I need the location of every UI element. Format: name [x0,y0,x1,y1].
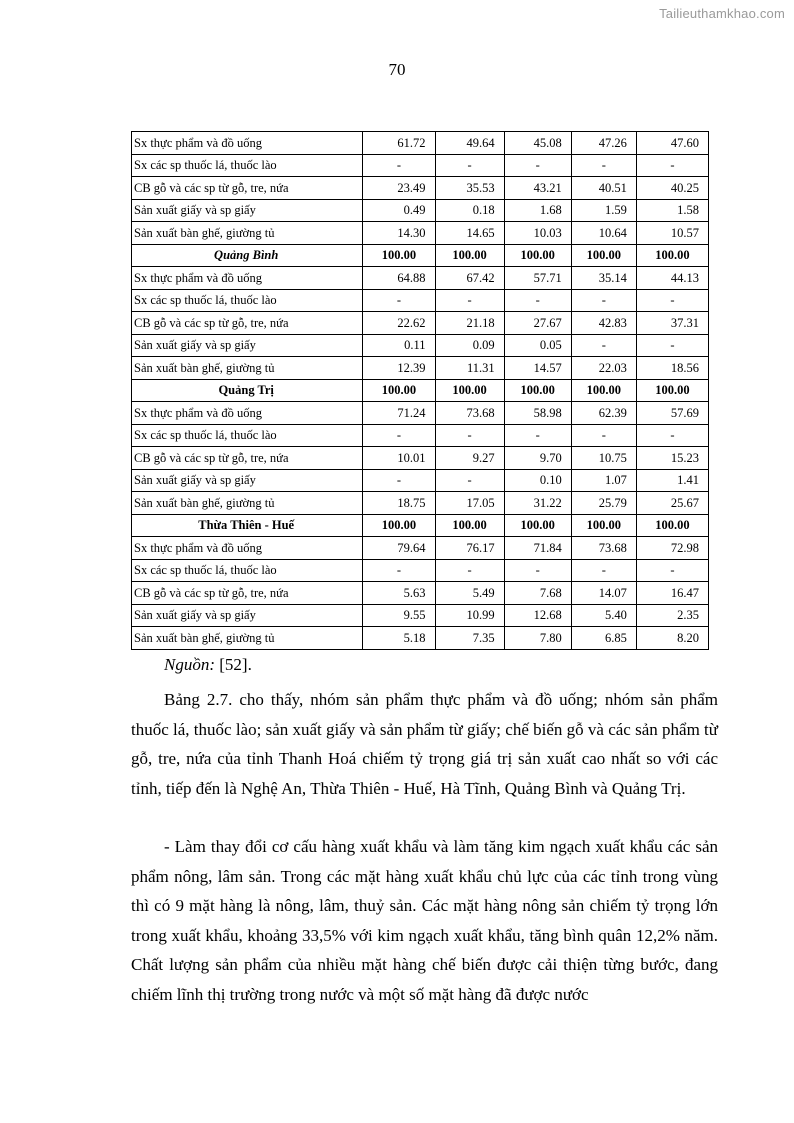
table-row [132,334,709,357]
value-cell: - [363,289,435,312]
value-cell: 61.72 [363,132,435,155]
value-cell: 57.69 [636,402,708,425]
value-cell: 100.00 [571,514,636,537]
category-cell: CB gỗ và các sp từ gỗ, tre, nứa [132,177,363,200]
table-group-row [132,514,709,537]
value-cell: 14.65 [435,222,504,245]
value-cell: - [504,154,571,177]
category-cell: CB gỗ và các sp từ gỗ, tre, nứa [132,582,363,605]
table-row [132,492,709,515]
value-cell: 10.75 [571,447,636,470]
table-group-row [132,379,709,402]
table-row [132,357,709,380]
value-cell: 0.11 [363,334,435,357]
value-cell: 10.64 [571,222,636,245]
value-cell: 100.00 [363,244,435,267]
value-cell: 2.35 [636,604,708,627]
value-cell: 23.49 [363,177,435,200]
category-cell: Sx các sp thuốc lá, thuốc lào [132,154,363,177]
value-cell: 49.64 [435,132,504,155]
value-cell: 16.47 [636,582,708,605]
value-cell: 35.14 [571,267,636,290]
value-cell: 71.24 [363,402,435,425]
value-cell: - [363,154,435,177]
value-cell: 25.79 [571,492,636,515]
value-cell: 62.39 [571,402,636,425]
value-cell: 10.01 [363,447,435,470]
value-cell: - [363,559,435,582]
table-row [132,627,709,650]
province-cell: Thừa Thiên - Huế [132,514,363,537]
value-cell: 11.31 [435,357,504,380]
value-cell: 9.70 [504,447,571,470]
table-row [132,222,709,245]
category-cell: Sx thực phẩm và đồ uống [132,537,363,560]
value-cell: 18.75 [363,492,435,515]
value-cell: - [571,559,636,582]
value-cell: 76.17 [435,537,504,560]
value-cell: 100.00 [571,244,636,267]
value-cell: 45.08 [504,132,571,155]
value-cell: 40.51 [571,177,636,200]
value-cell: 25.67 [636,492,708,515]
value-cell: 5.40 [571,604,636,627]
value-cell: 14.07 [571,582,636,605]
table-row [132,154,709,177]
value-cell: 79.64 [363,537,435,560]
value-cell: 18.56 [636,357,708,380]
table-row [132,469,709,492]
table-row [132,537,709,560]
value-cell: 67.42 [435,267,504,290]
value-cell: 1.58 [636,199,708,222]
value-cell: - [571,334,636,357]
paragraph-1: Bảng 2.7. cho thấy, nhóm sản phẩm thực phẩm và đồ uống; nhóm sản phẩm thuốc lá, thuốc lào; sản xuất giấy và sản phẩm từ giấy; chế biến gỗ và các sản phẩm từ gỗ, tre, nứa của tỉnh Thanh Hoá chiếm tỷ trọng giá trị sản xuất cao nhất so với các tỉnh, tiếp đến là Nghệ An, Thừa Thiên - Huế, Hà Tĩnh, Quảng Bình và Quảng Trị. [131,690,718,798]
value-cell: 17.05 [435,492,504,515]
table-row [132,402,709,425]
value-cell: 100.00 [363,514,435,537]
value-cell: 8.20 [636,627,708,650]
value-cell: 100.00 [504,379,571,402]
watermark: Tailieuthamkhao.com [659,6,785,21]
table-row [132,199,709,222]
category-cell: Sản xuất bàn ghế, giường tủ [132,357,363,380]
value-cell: 1.07 [571,469,636,492]
category-cell: Sản xuất bàn ghế, giường tủ [132,492,363,515]
value-cell: 22.62 [363,312,435,335]
value-cell: 9.55 [363,604,435,627]
value-cell: 21.18 [435,312,504,335]
category-cell: Sản xuất bàn ghế, giường tủ [132,627,363,650]
value-cell: 35.53 [435,177,504,200]
value-cell: 0.09 [435,334,504,357]
value-cell: 100.00 [435,244,504,267]
value-cell: 100.00 [571,379,636,402]
value-cell: 1.59 [571,199,636,222]
value-cell: 100.00 [636,514,708,537]
province-cell: Quảng Bình [132,244,363,267]
table-row [132,559,709,582]
value-cell: 0.49 [363,199,435,222]
value-cell: 27.67 [504,312,571,335]
category-cell: Sản xuất bàn ghế, giường tủ [132,222,363,245]
value-cell: 100.00 [504,244,571,267]
value-cell: 72.98 [636,537,708,560]
value-cell: 100.00 [435,514,504,537]
table-row [132,267,709,290]
value-cell: 1.41 [636,469,708,492]
value-cell: 42.83 [571,312,636,335]
value-cell: - [636,154,708,177]
category-cell: Sản xuất giấy và sp giấy [132,199,363,222]
value-cell: 15.23 [636,447,708,470]
value-cell: - [636,334,708,357]
table-row [132,177,709,200]
table-row [132,312,709,335]
value-cell: 0.10 [504,469,571,492]
value-cell: - [504,289,571,312]
table-row [132,604,709,627]
category-cell: Sx các sp thuốc lá, thuốc lào [132,559,363,582]
value-cell: 47.26 [571,132,636,155]
value-cell: - [435,469,504,492]
value-cell: 12.68 [504,604,571,627]
value-cell: - [636,559,708,582]
table-row [132,447,709,470]
table-row [132,289,709,312]
source-label: Nguồn: [164,655,215,674]
value-cell: 44.13 [636,267,708,290]
value-cell: 73.68 [435,402,504,425]
province-cell: Quảng Trị [132,379,363,402]
category-cell: Sx thực phẩm và đồ uống [132,132,363,155]
value-cell: 58.98 [504,402,571,425]
value-cell: 47.60 [636,132,708,155]
paragraph-2: - Làm thay đổi cơ cấu hàng xuất khẩu và làm tăng kim ngạch xuất khẩu các sản phẩm nông, lâm sản. Trong các mặt hàng xuất khẩu chủ lực của các tỉnh trong vùng thì có 9 mặt hàng là nông, lâm, thuỷ sản. Các mặt hàng nông sản chiếm tỷ trọng lớn trong xuất khẩu, khoảng 33,5% với kim ngạch xuất khẩu, tăng bình quân 12,2% năm. Chất lượng sản phẩm của nhiều mặt hàng chế biến được cải thiện từng bước, đang chiếm lĩnh thị trường trong nước và một số mặt hàng đã được nước [131,837,718,1004]
value-cell: 7.68 [504,582,571,605]
source-reference: [52]. [215,655,252,674]
value-cell: 37.31 [636,312,708,335]
table-group-row [132,244,709,267]
value-cell: 57.71 [504,267,571,290]
value-cell: 71.84 [504,537,571,560]
value-cell: - [504,424,571,447]
category-cell: Sản xuất giấy và sp giấy [132,334,363,357]
category-cell: Sản xuất giấy và sp giấy [132,604,363,627]
value-cell: - [435,559,504,582]
value-cell: 0.05 [504,334,571,357]
value-cell: 5.63 [363,582,435,605]
value-cell: 100.00 [504,514,571,537]
value-cell: - [636,424,708,447]
table-row [132,582,709,605]
category-cell: Sx thực phẩm và đồ uống [132,267,363,290]
page-number: 70 [388,60,406,79]
value-cell: 100.00 [636,244,708,267]
value-cell: 100.00 [435,379,504,402]
value-cell: 10.57 [636,222,708,245]
value-cell: - [636,289,708,312]
value-cell: 73.68 [571,537,636,560]
value-cell: 31.22 [504,492,571,515]
value-cell: 5.49 [435,582,504,605]
value-cell: 100.00 [363,379,435,402]
source-note [164,655,252,675]
value-cell: 14.30 [363,222,435,245]
value-cell: - [571,289,636,312]
value-cell: 10.03 [504,222,571,245]
value-cell: 14.57 [504,357,571,380]
value-cell: - [435,289,504,312]
value-cell: - [571,424,636,447]
table-row [132,132,709,155]
category-cell: CB gỗ và các sp từ gỗ, tre, nứa [132,447,363,470]
value-cell: - [571,154,636,177]
category-cell: CB gỗ và các sp từ gỗ, tre, nứa [132,312,363,335]
table-body [132,132,709,650]
value-cell: 22.03 [571,357,636,380]
value-cell: 6.85 [571,627,636,650]
value-cell: 12.39 [363,357,435,380]
value-cell: - [435,154,504,177]
value-cell: 7.80 [504,627,571,650]
value-cell: - [363,424,435,447]
category-cell: Sx các sp thuốc lá, thuốc lào [132,289,363,312]
value-cell: 10.99 [435,604,504,627]
category-cell: Sx thực phẩm và đồ uống [132,402,363,425]
value-cell: 1.68 [504,199,571,222]
category-cell: Sản xuất giấy và sp giấy [132,469,363,492]
value-cell: 9.27 [435,447,504,470]
table-row [132,424,709,447]
value-cell: 5.18 [363,627,435,650]
value-cell: 64.88 [363,267,435,290]
value-cell: 43.21 [504,177,571,200]
value-cell: 100.00 [636,379,708,402]
value-cell: 7.35 [435,627,504,650]
value-cell: - [435,424,504,447]
statistics-table [131,131,709,650]
value-cell: 0.18 [435,199,504,222]
category-cell: Sx các sp thuốc lá, thuốc lào [132,424,363,447]
value-cell: 40.25 [636,177,708,200]
value-cell: - [504,559,571,582]
value-cell: - [363,469,435,492]
